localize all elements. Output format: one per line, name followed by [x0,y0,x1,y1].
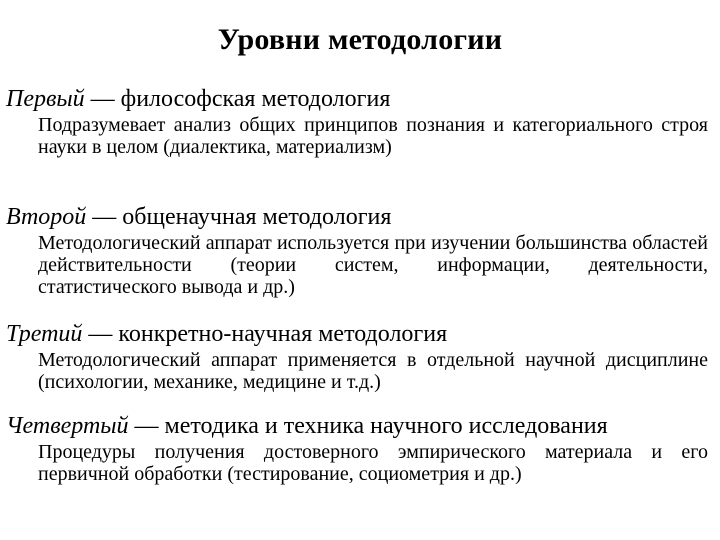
level-dash: — [82,321,119,347]
level-name: Первый [6,86,85,112]
level-4 [0,413,720,485]
level-name: Второй [6,204,87,230]
level-dash: — [84,86,121,112]
level-description: Процедуры получения достоверного эмпирического материала и его первичной обработки (тестирование, социометрия и др.) [38,441,708,485]
level-heading [6,204,708,230]
level-description: Методологический аппарат применяется в отдельной научной дисциплине (психологии, механике, медицине и т.д.) [38,349,708,393]
level-heading [6,413,708,439]
level-name: Третий [6,321,83,347]
level-1 [0,86,720,158]
level-heading-text: методика и техника научного исследования [164,413,608,439]
level-3 [0,321,720,393]
slide-title: Уровни методологии [217,23,503,56]
level-2 [0,204,720,298]
level-heading-text: общенаучная методология [122,204,392,230]
level-heading-text: философская методология [120,86,391,112]
level-dash: — [128,413,165,439]
level-heading [6,86,708,112]
level-description: Подразумевает анализ общих принципов познания и категориального строя науки в целом (диалектика, материализм) [38,114,708,158]
level-dash: — [86,204,123,230]
level-name: Четвертый [6,413,129,439]
level-description: Методологический аппарат используется при изучении большинства областей действительности (теории систем, информации, деятельности, статистического вывода и др.) [38,232,708,298]
level-heading-text: конкретно-научная методология [118,321,448,347]
level-heading [6,321,708,347]
